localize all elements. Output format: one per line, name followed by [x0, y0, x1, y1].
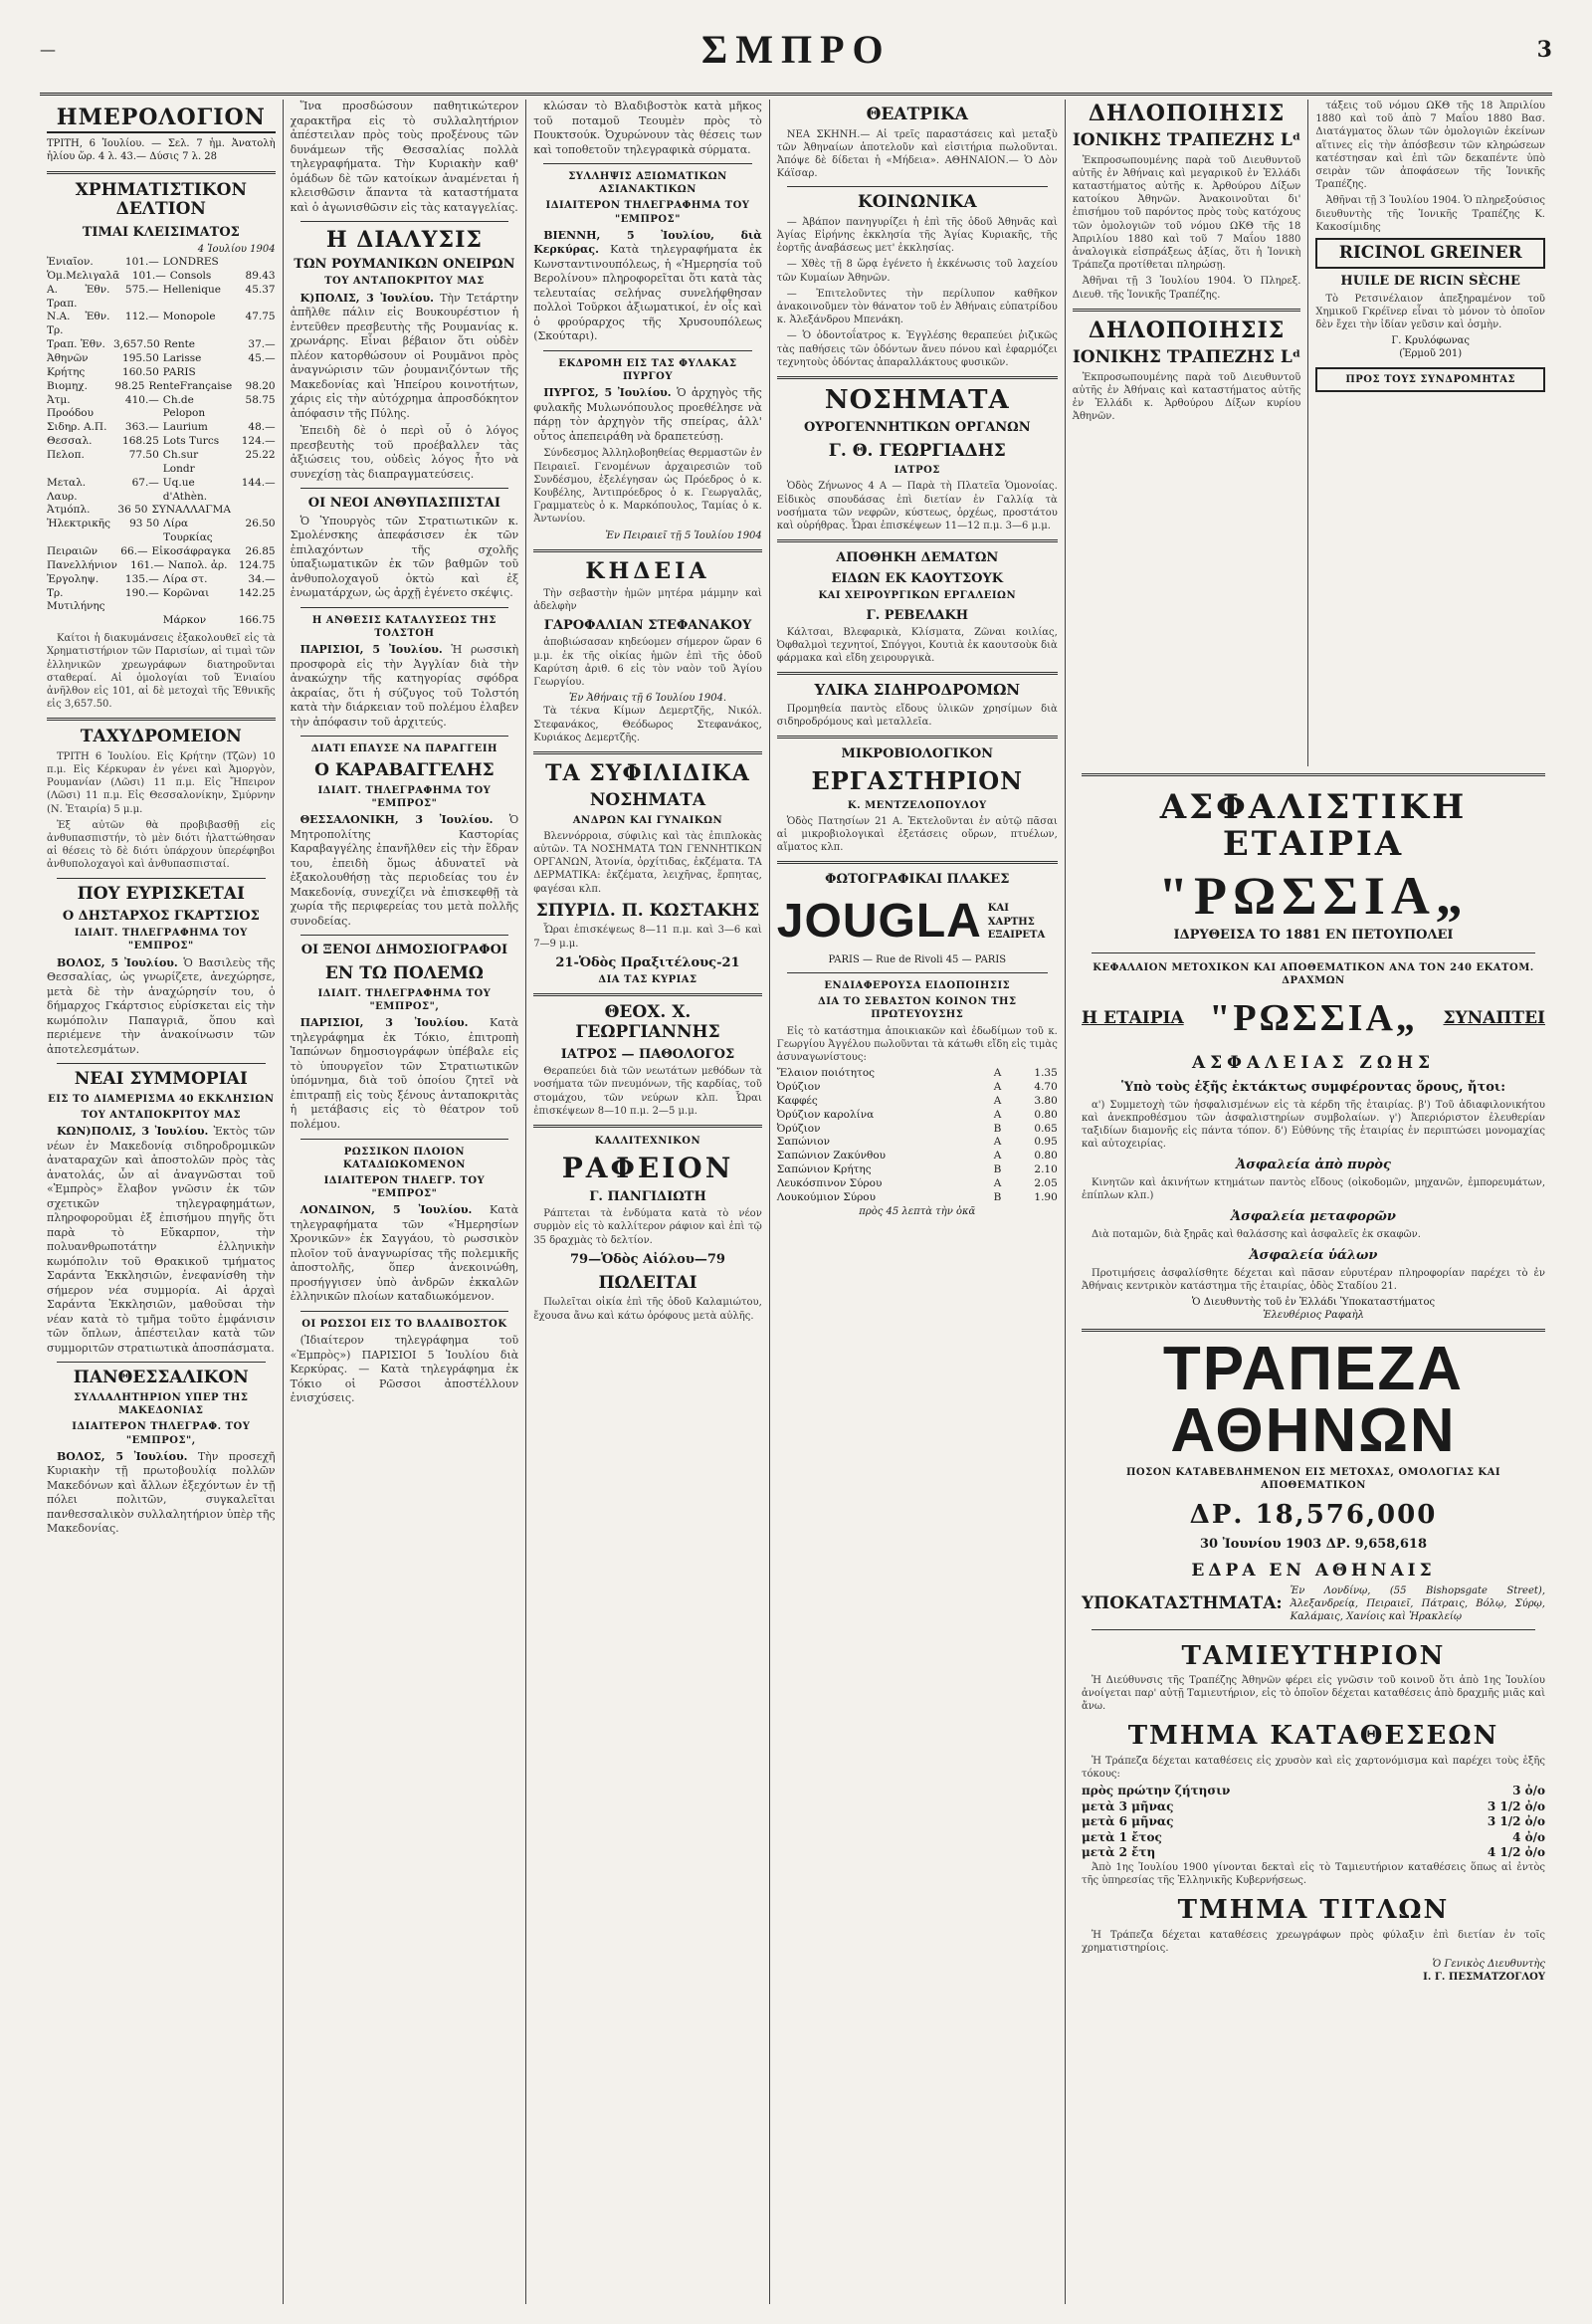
rate-cell: 4 1/2 ὀ/ο: [1487, 1845, 1545, 1860]
xenoi-tag: ΙΔΙΑΙΤ. ΤΗΛΕΓΡΑΦΗΜΑ ΤΟΥ "ΕΜΠΡΟΣ",: [317, 988, 492, 1013]
price-cell: 45.37: [245, 283, 276, 296]
price-cell: Κρήτης: [47, 365, 86, 378]
pricelist-cell: Σαπώνιον Κρήτης: [776, 1163, 872, 1176]
rossia-brand-2: "ΡΩΣΣΙΑ„: [1209, 997, 1418, 1040]
uro-title: ΝΟΣΗΜΑΤΑ: [824, 384, 1010, 415]
pricelist-cell: 1.90: [1034, 1190, 1058, 1203]
kall-title: ΚΑΛΛΙΤΕΧΝΙΚΟΝ: [594, 1136, 701, 1148]
price-cell: 77.50: [128, 449, 159, 462]
price-cell: Laurium: [162, 421, 208, 434]
shoe-name: Γ. ΡΕΒΕΛΑΚΗ: [866, 607, 969, 623]
pricelist-row: [777, 1150, 1058, 1163]
ann2-sign: Γ. Κρυλόφωνας: [1391, 335, 1471, 347]
syph-title: ΤΑ ΣΥΦΙΛΙΔΙΚΑ: [545, 759, 750, 786]
karav-subtitle: Ο ΚΑΡΑΒΑΓΓΕΛΗΣ: [314, 760, 495, 781]
jougla-side: ΚΑΙ ΧΑΡΤΗΣ ΕΞΑΙΡΕΤΑ: [987, 903, 1046, 941]
price-cell: Πανελλήνιον: [47, 558, 117, 571]
price-cell: [47, 614, 109, 628]
price-cell: Τραπ. Ἐθν.: [47, 338, 105, 351]
ann2-subtitle: ΙΟΝΙΚΗΣ ΤΡΑΠΕΖΗΣ Lᵈ: [1072, 346, 1301, 367]
anthesis-place: ΠΑΡΙΣΙΟΙ, 5 Ἰουλίου.: [299, 642, 443, 656]
price-row: [47, 284, 276, 312]
kall-big: ΡΑΦΕΙΟΝ: [561, 1152, 734, 1185]
financial-title: ΧΡΗΜΑΤΙΣΤΙΚΟΝ ΔΕΛΤΙΟΝ: [75, 179, 247, 220]
price-cell: 36 50: [117, 504, 148, 517]
column-5: ΔΗΛΟΠΟΙΗΣΙΣ ΙΟΝΙΚΗΣ ΤΡΑΠΕΖΗΣ Lᵈ Ἐκπροσωπουμένης παρὰ τοῦ Διευθυντοῦ αὐτῆς ἐν Ἀθήναις καὶ μεγαρικοῦ ἐν Ἑλλάδι καταστήματος αὐτῆς κ. Ἀρθούρου Δίξων κατοίκου Ἀθηνῶν. Ἀνακοινοῦται δι' ἐπισήμου τοῦ παρόντος πρὸς τοὺς κατόχους τῶν ὁμολογιῶν τοῦ νόμου ΩΚΘ τῆς 18 Ἀπριλίου 1880 καὶ τοῦ 7 Μαΐου 1880 ἀναλογικὰ εἰσπράξεως ἀξίας, ὅτι ἡ Ἰονικὴ Τράπεζα προτίθεται πληρώσῃ. Ἀθῆναι τῇ 3 Ἰουλίου 1904. Ὁ Πληρεξ. Διευθ. τῆς Ἰονικῆς Τραπέζης. ΔΗΛΟΠΟΙΗΣΙΣ ΙΟΝΙΚΗΣ ΤΡΑΠΕΖΗΣ Lᵈ Ἐκπροσωπουμένης παρὰ τοῦ Διευθυντοῦ αὐτῆς ἐν Ἀθήναις καὶ καταστήματος αὐτῆς ἐν Ἑλλάδι κ. Ἀρθούρου Δίξων κυρίου Ἀθηνῶν.: [1066, 100, 1309, 2304]
pricelist-cell: 1.35: [1034, 1067, 1058, 1080]
price-cell: 48.—: [248, 421, 276, 434]
pricelist-cell: Ὀρύζιον: [776, 1122, 821, 1135]
pricelist-row: [777, 1081, 1058, 1095]
price-cell: Βιομηχ.: [47, 379, 88, 392]
price-row: [47, 270, 276, 284]
shoe-title: ΑΠΟΘΗΚΗ ΔΕΜΑΤΩΝ: [836, 550, 999, 566]
price-cell: 124.75: [238, 558, 276, 571]
terms-line: Ὑπὸ τοὺς ἑξῆς ἐκτάκτως συμφέροντας ὅρους, ἤτοι:: [1120, 1080, 1506, 1096]
xenoi-title: ΟΙ ΞΕΝΟΙ ΔΗΜΟΣΙΟΓΡΑΦΟΙ: [300, 943, 508, 958]
pricelist-row: [777, 1095, 1058, 1109]
price-row: [47, 421, 276, 435]
pricelist-row: [777, 1123, 1058, 1137]
rate-cell: μετὰ 1 ἔτος: [1082, 1829, 1162, 1844]
price-row: [47, 504, 276, 518]
price-cell: Ναπολ. ἀρ.: [168, 558, 228, 571]
georg-title: ΘΕΟΧ. Χ. ΓΕΩΡΓΙΑΝΝΗΣ: [575, 1002, 720, 1042]
titlon-title: ΤΜΗΜΑ ΤΙΤΛΩΝ: [1177, 1895, 1450, 1926]
prices-title: ΤΙΜΑΙ ΚΛΕΙΣΙΜΑΤΟΣ: [82, 224, 240, 240]
lost-title: ΠΟΥ ΕΥΡΙΣΚΕΤΑΙ: [77, 883, 245, 904]
rate-cell: 4 ὀ/ο: [1512, 1829, 1545, 1844]
price-row: [47, 338, 276, 352]
dial-tag: ΤΟΥ ΑΝΤΑΠΟΚΡΙΤΟΥ ΜΑΣ: [324, 276, 485, 288]
pricelist-row: [777, 1177, 1058, 1191]
nos-subtitle: ΑΝΔΡΩΝ ΚΑΙ ΓΥΝΑΙΚΩΝ: [572, 814, 723, 826]
pricelist-cell: 2.10: [1034, 1163, 1058, 1176]
endiaf-title: ΕΝΔΙΑΦΕΡΟΥΣΑ ΕΙΔΟΠΟΙΗΣΙΣ: [824, 979, 1011, 991]
price-cell: Lots Turcs: [162, 435, 220, 448]
price-cell: 142.25: [238, 586, 276, 599]
rossia-brand: "ΡΩΣΣΙΑ„: [1158, 865, 1469, 926]
pan-subtitle: ΣΥΛΛΑΛΗΤΗΡΙΟΝ ΥΠΕΡ ΤΗΣ ΜΑΚΕΔΟΝΙΑΣ: [74, 1391, 249, 1417]
rate-cell: 3 ὀ/ο: [1512, 1784, 1545, 1798]
price-cell: 363.—: [124, 421, 159, 434]
ricin-subtitle: HUILE DE RICIN SÈCHE: [1340, 274, 1520, 290]
column-6: τάξεις τοῦ νόμου ΩΚΘ τῆς 18 Ἀπριλίου 1880 καὶ τοῦ ἀπὸ 7 Μαΐου 1880 Βασ. Διατάγματος ὅλων τῶν ὁμολογιῶν ἐκείνων αἵτινες εἰς τὴν ἀπόσβεσιν τῶν κληρώσεων κατέστησαν καὶ ἐπὶ τῶν δεκαπέντε ὑπὸ σειρὰν τῶν ἀποφάσεων τῆς Ἰονικῆς Τραπέζης. Ἀθῆναι τῇ 3 Ἰουλίου 1904. Ὁ πληρεξούσιος διευθυντὴς τῆς Ἰονικῆς Τραπέζης Κ. Κακοσίμιδης RICINOL GREINER HUILE DE RICIN SÈCHE Τὸ Ρετσινέλαιον ἀπεξηραμένον τοῦ Χημικοῦ Γκρέϊνερ εἶναι τὸ μόνον τὸ ὁποῖον δὲν ἔχει τὴν ἰδίαν γεῦσιν καὶ ὀσμὴν. Γ. Κρυλόφωνας (Ἑρμοῦ 201) ΠΡΟΣ ΤΟΥΣ ΣΥΝΔΡΟΜΗΤΑΣ: [1308, 100, 1552, 2304]
price-cell: Πειραιῶν: [47, 545, 99, 558]
bank-title: ΤΡΑΠΕΖΑ ΑΘΗΝΩΝ: [1162, 1334, 1465, 1465]
syms-tag: ΤΟΥ ΑΝΤΑΠΟΚΡΙΤΟΥ ΜΑΣ: [81, 1109, 242, 1121]
price-cell: Monopole: [162, 311, 216, 323]
price-row: [47, 449, 276, 477]
pricelist-cell: Α: [993, 1067, 1002, 1080]
lost-subtitle: Ο ΔΗΣΤΑΡΧΟΣ ΓΚΑΡΤΣΙΟΣ: [62, 909, 260, 925]
price-cell: Ἐνιαῖον.: [47, 256, 94, 268]
branches-label: ΥΠΟΚΑΤΑΣΤΗΜΑΤΑ:: [1082, 1592, 1283, 1613]
rate-cell: 3 1/2 ὀ/ο: [1487, 1814, 1545, 1829]
pricelist-cell: Α: [993, 1108, 1002, 1121]
price-cell: Ch.de Pelopon: [162, 393, 206, 420]
director-label: Ὁ Γενικὸς Διευθυντὴς: [1432, 1958, 1545, 1970]
column-2: Ἵνα προσδώσουν παθητικώτερον χαρακτῆρα εἰς τὸ συλλαλητήριον ἀπέστειλαν πρὸς τοὺς προξένους τῶν δυνάμεων τῆς Θεσσαλίας πολλὰ τηλεγραφήματα. Τὴν Κυριακὴν καθ' ὁμάδων δὲ τῶν κατοίκων ἀναμένεται ἡ κλεισθῶσιν ἅπαντα τὰ καταστήματα καὶ ὁ ἀγωνισθῶσιν εἰς τὰς καταγγελίας. Η ΔΙΑΛΥΣΙΣ ΤΩΝ ΡΟΥΜΑΝΙΚΩΝ ΟΝΕΙΡΩΝ ΤΟΥ ΑΝΤΑΠΟΚΡΙΤΟΥ ΜΑΣ Κ)ΠΟΛΙΣ, 3 Ἰουλίου. Τὴν Τετάρτην ἀπῆλθε πάλιν εἰς Βουκουρέστιον ἡ ἐντεῦθεν πρεσβευτὴς τῆς Ρουμανίας κ. χρωνάρης. Εἶναι βέβαιον ὅτι οὐδὲν πλέον κατορθώσουν οἱ Ρουμᾶνοι πρὸς ἀναγνώρισιν τῶν ῥουμανιζόντων τῆς Μακεδονίας καὶ Ἠπείρου κοινοτήτων, χάρις εἰς τὴν αὐτόχρημα ἀπροσδόκητον ἀπόφασιν τῆς Πύλης. Ἐπειδὴ δὲ ὁ περὶ οὗ ὁ λόγος πρεσβευτὴς τοῦ προέβαλλεν τὰς ἀξιώσεις του, οὐδεὶς λόγος ἦτο νὰ συνεχίσῃ τὰς διαπραγματεύσεις. ΟΙ ΝΕΟΙ ΑΝΘΥΠΑΣΠΙΣΤΑΙ Ὁ Ὑπουργὸς τῶν Στρατιωτικῶν κ. Σμολένσκης ἀπεφάσισεν ἐκ τῶν ἐπιλαχόντων τῆς σχολῆς ὑπαξιωματικῶν ἐκ τῶν βαθμῶν τοῦ ἀνθυπολοχαγοῦ ὀκτὼ καὶ ἐξ ἐνωματάρχων, ὡς ἀρχῇ ἐγένετο σκέψις. Η ΑΝΘΕΣΙΣ ΚΑΤΑΛΥΣΕΩΣ ΤΗΣ ΤΟΛΣΤΟΗ ΠΑΡΙΣΙΟΙ, 5 Ἰουλίου. Ἡ ρωσσικὴ προσφορὰ εἰς τὴν Ἀγγλίαν διὰ τὴν ἀνακώχην τῆς κατηγορίας σφόδρα ἀκραίας, ὅτι ἡ σύζυγος τοῦ Τολστόη κατὰ τὴν διάρκειαν τοῦ πολέμου ἐλαβεν τὴν ἀπόφασιν τοῦ ἀρχιτεύς. ΔΙΑΤΙ ΕΠΑΥΣΕ ΝΑ ΠΑΡΑΓΓΕΙΗ Ο ΚΑΡΑΒΑΓΓΕΛΗΣ ΙΔΙΑΙΤ. ΤΗΛΕΓΡΑΦΗΜΑ ΤΟΥ "ΕΜΠΡΟΣ" ΘΕΣΣΑΛΟΝΙΚΗ, 3 Ἰουλίου. Ὁ Μητροπολίτης Καστορίας Καραβαγγέλης ἐπανῆλθεν εἰς τὴν ἕδραν του, ἐπειδὴ ὅμως ἀδυνατεῖ νὰ ἐξακολουθήσῃ τὰς περιοδείας του ἐν Μακεδονίᾳ, συνεχίζει νὰ ἐπισκεφθῇ τὰ χωρία τῆς περιφερείας του μετὰ πολλῆς συνοδείας. ΟΙ ΞΕΝΟΙ ΔΗΜΟΣΙΟΓΡΑΦΟΙ ΕΝ ΤΩ ΠΟΛΕΜΩ ΙΔΙΑΙΤ. ΤΗΛΕΓΡΑΦΗΜΑ ΤΟΥ "ΕΜΠΡΟΣ", ΠΑΡΙΣΙΟΙ, 3 Ἰουλίου. Κατὰ τηλεγράφημα ἐκ Τόκιο, ἐπιτροπὴ Ἰαπώνων δημοσιογράφων ὑπέβαλε εἰς τὸ ὑπουργεῖον τῶν Στρατιωτικῶν ὑπόμνημα, διὰ τοῦ ὁποίου ζητεῖ νὰ ἐπιτραπῇ εἰς τοὺς ξένους ἀνταποκριτὰς ἡ μετάβασις εἰς τὸ θέατρον τοῦ πολέμου. ΡΩΣΣΙΚΟΝ ΠΛΟΙΟΝ ΚΑΤΑΔΙΩΚΟΜΕΝΟΝ ΙΔΙΑΙΤΕΡΟΝ ΤΗΛΕΓΡ. ΤΟΥ "ΕΜΠΡΟΣ" ΛΟΝΔΙΝΟΝ, 5 Ἰουλίου. Κατὰ τηλεγραφήματα τῶν «Ἡμερησίων Χρονικῶν» ἐκ Σαγγάου, τὸ ρωσσικὸν πλοῖον τοῦ ἀναγνωρίσας τῆς πολεμικῆς ἀποστολῆς, ὅπερ ἀνεκοινώθη, προσήγγισεν ὑπὸ ἀνδρῶν ἐκκαλῶν ἐλληνικῶν πλοίων καταδιωκόμενον. ΟΙ ΡΩΣΣΟΙ ΕΙΣ ΤΟ ΒΛΑΔΙΒΟΣΤΟΚ (Ἰδιαίτερον τηλεγράφημα τοῦ «Ἐμπρὸς») ΠΑΡΙΣΙΟΙ 5 Ἰουλίου διὰ Κερκύρας. — Κατὰ τηλεγράφημα ἐκ Τόκιο οἱ Ρῶσσοι ἀποστέλλουν ἐνισχύσεις.: [284, 100, 527, 2304]
price-cell: Ἠλεκτρικῆς: [47, 518, 110, 530]
price-cell: 190.—: [124, 586, 159, 599]
right-block: ΑΣΦΑΛΙΣΤΙΚΗ ΕΤΑΙΡΙΑ "ΡΩΣΣΙΑ„ ΙΔΡΥΘΕΙΣΑ ΤΟ 1881 ΕΝ ΠΕΤΟΥΠΟΛΕΙ ΚΕΦΑΛΑΙΟΝ ΜΕΤΟΧΙΚΟΝ ΚΑΙ ΑΠΟΘΕΜΑΤΙΚΟΝ ΑΝΑ ΤΟΝ 240 ΕΚΑΤΟΜ. ΔΡΑΧΜΩΝ Η ΕΤΑΙΡΙΑ "ΡΩΣΣΙΑ„ ΣΥΝΑΠΤΕΙ ΑΣΦΑΛΕΙΑΣ ΖΩΗΣ Ὑπὸ τοὺς ἑξῆς ἐκτάκτως συμφέροντας ὅρους, ἤτοι: α') Συμμετοχὴ τῶν ἠσφαλισμένων εἰς τὰ κέρδη τῆς ἑταιρίας. β') Τοῦ ἀδιαφιλονικήτου καὶ ἀνεκπροθέσμου τῶν ἀσφαλιστηρίων συμβολαίων. γ') Ἀπεριόριστον ἐλευθερίαν ταξιδίων διαμονῆς εἰς πάντα τόπον. δ') Εὐθύνης τῆς ἑταιρίας ἐν περιπτώσει μονομαχίας καὶ αὐτοχειρίας. Ἀσφαλεία ἀπὸ πυρὸς Κινητῶν καὶ ἀκινήτων κτημάτων παντὸς εἴδους (οἰκοδομῶν, μηχανῶν, ἐμπορευμάτων, ἐπίπλων κλπ.) Ἀσφαλεία μεταφορῶν Διὰ ποταμῶν, διὰ ξηρᾶς καὶ θαλάσσης καὶ ἀσφαλεῖς ἐκ σκαφῶν. Ἀσφαλεία ὑάλων Προτιμήσεις ἀσφαλίσθητε δέχεται καὶ πᾶσαν εὐρυτέραν πληροφορίαν παρέχει τὸ ἐν Ἀθήναις κεντρικὸν κατάστημα τῆς ἑταιρίας, ὁδὸς Σταδίου 21. Ὁ Διευθυντὴς τοῦ ἐν Ἑλλάδι Ὑποκαταστήματος Ἐλευθέριος Ραφαὴλ ΤΡΑΠΕΖΑ ΑΘΗΝΩΝ ΠΟΣΟΝ ΚΑΤΑΒΕΒΛΗΜΕΝΟΝ ΕΙΣ ΜΕΤΟΧΑΣ, ΟΜΟΛΟΓΙΑΣ ΚΑΙ ΑΠΟΘΕΜΑΤΙΚΟΝ ΔΡ. 18,576,000 30 Ἰουνίου 1903 ΔΡ. 9,658,618 ΕΔΡΑ ΕΝ ΑΘΗΝΑΙΣ ΥΠΟΚΑΤΑΣΤΗΜΑΤΑ: Ἐν Λονδίνῳ, (55 Bishopsgate Street), Ἀλεξανδρείᾳ, Πειραιεῖ, Πάτραις, Βόλῳ, Σύρῳ, Καλάμαις, Χανίοις καὶ Ἡρακλείῳ ΤΑΜΙΕΥΤΗΡΙΟΝ Ἡ Διεύθυνσις τῆς Τραπέζης Ἀθηνῶν φέρει εἰς γνῶσιν τοῦ κοινοῦ ὅτι ἀπὸ 1ης Ἰουλίου ἀνοίγεται παρ' αὐτῇ Ταμιευτήριον, εἰς τὸ ὁποῖον δέχεται καταθέσεις ἀπὸ δραχμῆς μιᾶς καὶ ἄνω. ΤΜΗΜΑ ΚΑΤΑΘΕΣΕΩΝ Ἡ Τράπεζα δέχεται καταθέσεις εἰς χρυσὸν καὶ εἰς χαρτονόμισμα καὶ παρέχει τοὺς ἑξῆς τόκους: πρὸς πρώτην ζήτησιν 3 ὀ/ο μετὰ 3 μῆνας 3 1/2 ὀ/ο μετὰ 6 μῆνας 3 1/2 ὀ/ο μετὰ 1 ἔτος 4 ὀ/ο μετὰ 2 ἔτη 4 1/2 ὀ/ο Ἀπὸ 1ης Ἰουλίου 1900 γίνονται δεκταὶ εἰς τὸ Ταμιευτήριον καταθέσεις ὅπως αἱ ἐντὸς τῆς ὑπηρεσίας τῆς Ἑλληνικῆς Κυβερνήσεως. ΤΜΗΜΑ ΤΙΤΛΩΝ Ἡ Τράπεζα δέχεται καταθέσεις χρεωγράφων πρὸς φύλαξιν ἐπὶ διετίαν ἐν τοῖς χρηματιστηρίοις. Ὁ Γενικὸς Διευθυντὴς Ι. Γ. ΠΕΣΜΑΤΖΟΓΛΟΥ: [1075, 766, 1552, 2304]
lost-tag: ΙΔΙΑΙΤ. ΤΗΛΕΓΡΑΦΗΜΑ ΤΟΥ "ΕΜΠΡΟΣ": [74, 928, 248, 952]
agent-name: Ἐλευθέριος Ραφαὴλ: [1263, 1309, 1364, 1321]
price-cell: [113, 614, 158, 628]
price-cell: [230, 366, 275, 380]
kideia-name: ΓΑΡΟΦΑΛΙΑΝ ΣΤΕΦΑΝΑΚΟΥ: [543, 618, 752, 634]
pricelist-cell: Α: [993, 1094, 1002, 1107]
page-number: 3: [1536, 36, 1552, 63]
price-row: [47, 435, 276, 449]
company-label: Η ΕΤΑΙΡΙΑ: [1082, 1008, 1184, 1029]
price-cell: [230, 256, 275, 270]
price-cell: Ὁμ.Μελιγαλᾶ: [47, 269, 120, 282]
pricelist-cell: 0.80: [1034, 1150, 1058, 1162]
price-cell: 124.—: [241, 435, 276, 448]
ann1-title: ΔΗΛΟΠΟΙΗΣΙΣ: [1088, 101, 1286, 126]
rates-table: [1082, 1784, 1545, 1861]
rate-row: [1082, 1814, 1545, 1830]
price-cell: Μεταλ. Λαυρ.: [47, 476, 87, 503]
price-cell: Σιδηρ. Α.Π.: [47, 421, 107, 434]
price-cell: 410.—: [124, 393, 159, 406]
price-cell: PARIS: [162, 365, 196, 378]
price-cell: 26.50: [245, 518, 276, 530]
price-cell: 195.50: [122, 352, 159, 365]
masthead: [40, 6, 1552, 96]
pricelist-cell: Β: [993, 1122, 1002, 1135]
pan-tag: ΙΔΙΑΙΤΕΡΟΝ ΤΗΛΕΓΡΑΦ. ΤΟΥ "ΕΜΠΡΟΣ",: [72, 1421, 251, 1446]
price-row: [47, 380, 276, 394]
price-cell: Κορῶναι: [162, 586, 210, 599]
ann2-title: ΔΗΛΟΠΟΙΗΣΙΣ: [1088, 317, 1286, 343]
shoe-subtitle-2: ΚΑΙ ΧΕΙΡΟΥΡΓΙΚΩΝ ΕΡΓΑΛΕΙΩΝ: [818, 590, 1017, 602]
column-4: ΘΕΑΤΡΙΚΑ ΝΕΑ ΣΚΗΝΗ.— Αἱ τρεῖς παραστάσεις καὶ μεταξὺ τῶν Ἀθηναίων ἀποτελοῦν καὶ εἰσιτήρια πωλοῦνται. Ἀπόψε δὲ δίδεται ἡ «Μήδεια». ΑΘΗΝΑΙΟΝ.— Ὁ Δὸν Κάϊσαρ. ΚΟΙΝΩΝΙΚΑ — Ἀβάπον πανηγυρίζει ἡ ἐπὶ τῆς ὁδοῦ Ἀθηνᾶς καὶ Ἁγίας Εἰρήνης ἐκκλησία τῆς Ἁγίας Κυριακῆς, τῆς ἐορτῆς ἀναβάσεως μετ' ἐκκλησίας. — Χθὲς τῇ 8 ὥρᾳ ἐγένετο ἡ ἐκκένωσις τοῦ λαχείου τῶν Κυμαίων Ἀθηνῶν. — Ἐπιτελοῦντες τὴν περίλυπον καθῆκον ἀνακοινοῦμεν τὸν θάνατον τοῦ ἐν Ἀθήναις εὐπατρίδου κ. Ἀλεξάνδρου Μπενάκη. — Ὁ ὀδοντοΐατρος κ. Ἐγγλέσης θεραπεύει ῥιζικῶς τὰς παθήσεις τῶν ὀδόντων ἄνευ πόνου καὶ ἐφαρμόζει τεχνητοὺς ὀδόντας ἀπαραλλάκτους φυσικῶν. ΝΟΣΗΜΑΤΑ ΟΥΡΟΓΕΝΝΗΤΙΚΩΝ ΟΡΓΑΝΩΝ Γ. Θ. ΓΕΩΡΓΙΑΔΗΣ ΙΑΤΡΟΣ Ὁδὸς Ζήνωνος 4 Α — Παρὰ τὴ Πλατεῖα Ὁμονοίας. Εἰδικὸς σπουδάσας ἐπὶ διετίαν ἐν Γαλλίᾳ τὰ νοσήματα τῶν νεφρῶν, κύστεως, ὀρχέως, προστάτου καὶ οὐρήθρας. Ὧραι ἐπισκέψεων 11—12 π.μ. 3—6 μ.μ. ΑΠΟΘΗΚΗ ΔΕΜΑΤΩΝ ΕΙΔΩΝ ΕΚ ΚΑΟΥΤΣΟΥΚ ΚΑΙ ΧΕΙΡΟΥΡΓΙΚΩΝ ΕΡΓΑΛΕΙΩΝ Γ. ΡΕΒΕΛΑΚΗ Κάλτσαι, Βλεφαρικὰ, Κλίσματα, Ζῶναι κοιλίας, Ὀφθαλμοὶ τεχνητοί, Σπόγγοι, Κουτιὰ ἐκ καουτσοὺκ διὰ φάρμακα καὶ εἴδη χειρουργικὰ. ΥΛΙΚΑ ΣΙΔΗΡΟΔΡΟΜΩΝ Προμηθεία παντὸς εἴδους ὑλικῶν χρησίμων διὰ σιδηροδρόμους καὶ μεταλλεῖα. ΜΙΚΡΟΒΙΟΛΟΓΙΚΟΝ ΕΡΓΑΣΤΗΡΙΟΝ Κ. ΜΕΝΤΖΕΛΟΠΟΥΛΟΥ Ὁδὸς Πατησίων 21 Α. Ἐκτελοῦνται ἐν αὐτῷ πᾶσαι αἱ μικροβιολογικαὶ ἐξετάσεις οὔρων, πτυέλων, αἵματος κλπ. ΦΩΤΟΓΡΑΦΙΚΑΙ ΠΛΑΚΕΣ JOUGLA ΚΑΙ ΧΑΡΤΗΣ ΕΞΑΙΡΕΤΑ PARIS — Rue de Rivoli 45 — PARIS ΕΝΔΙΑΦΕΡΟΥΣΑ ΕΙΔΟΠΟΙΗΣΙΣ ΔΙΑ ΤΟ ΣΕΒΑΣΤΟΝ ΚΟΙΝΟΝ ΤΗΣ ΠΡΩΤΕΥΟΥΣΗΣ Εἰς τὸ κατάστημα ἀποικιακῶν καὶ ἐδωδίμων τοῦ κ. Γεωργίου Ἀγγέλου πωλοῦνται τὰ κάτωθι εἴδη εἰς τιμὰς ἀσυναγωνίστους: Ἔλαιον ποιότητος Α 1.35 Ὀρύζιον Α 4.70 Καφφές Α 3.80 Ὀρύζιον καρολίνα Α 0.80 Ὀρύζιον Β 0.65 Σαπώνιον Α 0.95 Σαπώνιον Ζακύνθου Α 0.80 Σαπώνιον Κρήτης Β 2.10 Λευκόσπινον Σύρου Α 2.05 Λουκούμιον Σύρου Β 1.90 πρὸς 45 λεπτὰ τὴν ὀκᾶ: [770, 100, 1066, 2304]
pricelist-cell: Α: [993, 1176, 1002, 1189]
syms-subtitle: ΕΙΣ ΤΟ ΔΙΑΜΕΡΙΣΜΑ 40 ΕΚΚΛΗΣΙΩΝ: [48, 1093, 275, 1105]
pricelist-cell: 0.80: [1034, 1108, 1058, 1121]
price-cell: Ἀτμόπλ.: [47, 504, 91, 517]
price-cell: 67.—: [131, 476, 159, 489]
price-row: [47, 559, 276, 573]
price-row: [47, 477, 276, 505]
rate-cell: 3 1/2 ὀ/ο: [1487, 1798, 1545, 1813]
pricelist-cell: Α: [993, 1150, 1002, 1162]
pyrgos-place: ΠΥΡΓΟΣ, 5 Ἰουλίου.: [543, 386, 672, 400]
price-cell: 160.50: [122, 365, 159, 378]
capital-line: ΚΕΦΑΛΑΙΟΝ ΜΕΤΟΧΙΚΟΝ ΚΑΙ ΑΠΟΘΕΜΑΤΙΚΟΝ ΑΝΑ ΤΟΝ 240 ΕΚΑΤΟΜ. ΔΡΑΧΜΩΝ: [1093, 962, 1534, 987]
price-cell: 89.43: [245, 269, 276, 282]
shoe-subtitle: ΕΙΔΩΝ ΕΚ ΚΑΟΥΤΣΟΥΚ: [831, 571, 1004, 587]
price-cell: Ἀτμ. Προόδου: [47, 393, 94, 420]
price-cell: 112.—: [124, 311, 159, 323]
rail-title: ΥΛΙΚΑ ΣΙΔΗΡΟΔΡΟΜΩΝ: [814, 681, 1021, 700]
price-table: [47, 256, 276, 628]
price-cell: 93 50: [129, 518, 160, 530]
vlad-title: ΟΙ ΡΩΣΣΟΙ ΕΙΣ ΤΟ ΒΛΑΔΙΒΟΣΤΟΚ: [301, 1318, 507, 1330]
subs-title: ΠΡΟΣ ΤΟΥΣ ΣΥΝΔΡΟΜΗΤΑΣ: [1345, 373, 1516, 385]
price-cell: 161.—: [130, 558, 165, 571]
pyrgos-title: ΕΚΔΡΟΜΗ ΕΙΣ ΤΑΣ ΦΥΛΑΚΑΣ ΠΥΡΓΟΥ: [558, 357, 737, 383]
tamieuterion-title: ΤΑΜΙΕΥΤΗΡΙΟΝ: [1181, 1640, 1446, 1671]
price-cell: 26.85: [245, 545, 276, 558]
price-cell: Larisse: [162, 352, 202, 365]
pricelist-cell: Β: [993, 1190, 1002, 1203]
price-row: [47, 573, 276, 587]
price-cell: 47.75: [245, 311, 276, 323]
rate-row: [1082, 1830, 1545, 1846]
pricelist-row: [777, 1136, 1058, 1150]
theatre-title: ΘΕΑΤΡΙΚΑ: [866, 105, 968, 124]
price-cell: 34.—: [248, 572, 276, 585]
director-name: Ι. Γ. ΠΕΣΜΑΤΖΟΓΛΟΥ: [1423, 1971, 1545, 1983]
price-cell: Hellenique: [162, 283, 221, 296]
calendar-line: ΤΡΙΤΗ, 6 Ἰουλίου. — Σελ. 7 ἡμ. Ἀνατολὴ ἡλίου ὥρ. 4 λ. 43.— Δύσις 7 λ. 28: [47, 138, 276, 163]
price-cell: Uq.ue d'Athèn.: [162, 476, 208, 503]
price-cell: 66.—: [120, 545, 148, 558]
rosiko-place: ΛΟΝΔΙΝΟΝ, 5 Ἰουλίου.: [299, 1203, 473, 1217]
uro-subtitle: ΟΥΡΟΓΕΝΝΗΤΙΚΩΝ ΟΡΓΑΝΩΝ: [803, 419, 1031, 435]
bank-date: 30 Ἰουνίου 1903 ΔΡ. 9,658,618: [1199, 1537, 1427, 1553]
price-cell: Ν.Α. Ἐθν. Τρ.: [47, 311, 110, 337]
pricelist-cell: 2.05: [1034, 1176, 1058, 1189]
pricelist-cell: 0.65: [1034, 1122, 1058, 1135]
price-cell: RenteFrançaise: [148, 379, 233, 392]
syl-place: ΒΙΕΝΝΗ, 5 Ἰουλίου, διὰ Κερκύρας.: [533, 228, 762, 257]
rate-cell: πρὸς πρώτην ζήτησιν: [1082, 1784, 1231, 1798]
column-3: κλώσαν τὸ Βλαδιβοστὸκ κατὰ μῆκος τοῦ ποταμοῦ Τεουμὲν πρὸς τὸ Πουκτσούκ. Ὀχυρώνουν τὰς θέσεις των καὶ τοποθετοῦν τηλεγραφικὰ σύρματα. ΣΥΛΛΗΨΙΣ ΑΞΙΩΜΑΤΙΚΩΝ ΑΣΙΑΝΑΚΤΙΚΩΝ ΙΔΙΑΙΤΕΡΟΝ ΤΗΛΕΓΡΑΦΗΜΑ ΤΟΥ "ΕΜΠΡΟΣ" ΒΙΕΝΝΗ, 5 Ἰουλίου, διὰ Κερκύρας. Κατὰ τηλεγραφήματα ἐκ Κωνσταντινουπόλεως, ἡ «Ἡμερησία τοῦ Βερολίνου» πληροφορεῖται ὅτι κατὰ τὰς τελευταίας σελήνας συνελήφθησαν πολλοὶ Τοῦρκοι ἀξιωματικοί, ἐν οἷς καὶ ὁ φρούραρχος τῆς Χρυσουπόλεως (Σκούταρι). ΕΚΔΡΟΜΗ ΕΙΣ ΤΑΣ ΦΥΛΑΚΑΣ ΠΥΡΓΟΥ ΠΥΡΓΟΣ, 5 Ἰουλίου. Ὁ ἀρχηγὸς τῆς φυλακῆς Μυλωνόπουλος προεθέλησε νὰ πάρῃ τὸν ἀρχηγὸν τῆς σπείρας, ἀλλ' οὗτος ἀπεπειράθη νὰ δραπετεύσῃ. Σύνδεσμος Ἀλληλοβοηθείας Θερμαστῶν ἐν Πειραιεῖ. Γενομένων ἀρχαιρεσιῶν τοῦ Συνδέσμου, ἐξελέγησαν ὡς Πρόεδρος ὁ κ. Κουβέλης, Ἀντιπρόεδρος ὁ κ. Γεωργαλᾶς, Γραμματεὺς ὁ κ. Μαρκόπουλος, Ταμίας ὁ κ. Ἀντωνίου. Ἐν Πειραιεῖ τῇ 5 Ἰουλίου 1904 ΚΗΔΕΙΑ Τὴν σεβαστὴν ἡμῶν μητέρα μάμμην καὶ ἀδελφὴν ΓΑΡΟΦΑΛΙΑΝ ΣΤΕΦΑΝΑΚΟΥ ἀποβιώσασαν κηδεύομεν σήμερον ὥραν 6 μ.μ. ἐκ τῆς οἰκίας ἡμῶν ἐπὶ τῆς ὁδοῦ Καρύτση ἀριθ. 6 εἰς τὸν ναὸν τοῦ Ἁγίου Γεωργίου. Ἐν Ἀθήναις τῇ 6 Ἰουλίου 1904. Τὰ τέκνα Κίμων Δεμερτζῆς, Νικόλ. Στεφανάκος, Θεόδωρος Στεφανάκος, Κυριάκος Δεμερτζῆς. ΤΑ ΣΥΦΙΛΙΔΙΚΑ ΝΟΣΗΜΑΤΑ ΑΝΔΡΩΝ ΚΑΙ ΓΥΝΑΙΚΩΝ Βλεννόρροια, σύφιλις καὶ τὰς ἐπιπλοκὰς αὐτῶν. ΤΑ ΝΟΣΗΜΑΤΑ ΤΩΝ ΓΕΝΝΗΤΙΚΩΝ ΟΡΓΑΝΩΝ, Ἀτονία, ὀρχίτιδας, ἐκζέματα. ΤΑ ΔΕΡΜΑΤΙΚΑ: ἐκζέματα, λειχῆνας, ἕρπητας, φαγέσαι κλπ. ΣΠΥΡΙΔ. Π. ΚΩΣΤΑΚΗΣ Ὧραι ἐπισκέψεως 8—11 π.μ. καὶ 3—6 καὶ 7—9 μ.μ. 21-Ὁδὸς Πραξιτέλους-21 ΔΙΑ ΤΑΣ ΚΥΡΙΑΣ ΘΕΟΧ. Χ. ΓΕΩΡΓΙΑΝΝΗΣ ΙΑΤΡΟΣ — ΠΑΘΟΛΟΓΟΣ Θεραπεύει διὰ τῶν νεωτάτων μεθόδων τὰ νοσήματα τῶν πνευμόνων, τῆς καρδίας, τοῦ στομάχου, τῶν νεύρων κλπ. Ὧραι ἐπισκέψεων 8—10 π.μ. 2—5 μ.μ. ΚΑΛΛΙΤΕΧΝΙΚΟΝ ΡΑΦΕΙΟΝ Γ. ΠΑΝΓΙΔΙΩΤΗ Ράπτεται τὰ ἐνδύματα κατὰ τὸ νέον συρμὸν εἰς τὸ καλλίτερον ράφιον καὶ ἐπὶ τῷ 35 δραχμὰς τὸ δελτίον. 79—Ὁδὸς Αἰόλου—79 ΠΩΛΕΙΤΑΙ Πωλεῖται οἰκία ἐπὶ τῆς ὁδοῦ Καλαμιώτου, ἔχουσα ἄνω καὶ κάτω ὀρόφους μετὰ αὐλῆς.: [526, 100, 770, 2304]
price-row: [47, 394, 276, 422]
price-cell: 135.—: [124, 572, 159, 585]
price-cell: 98.25: [114, 379, 145, 392]
prices-date: 4 Ἰουλίου 1904: [197, 243, 276, 255]
bank-amount: ΔΡ. 18,576,000: [1189, 1499, 1438, 1530]
pricelist-cell: Α: [993, 1080, 1002, 1093]
calendar-title: ΗΜΕΡΟΛΟΓΙΟΝ: [47, 106, 276, 133]
kall-note: ΠΩΛΕΙΤΑΙ: [598, 1272, 697, 1293]
price-cell: 37.—: [248, 338, 276, 351]
rosiko-tag: ΙΔΙΑΙΤΕΡΟΝ ΤΗΛΕΓΡ. ΤΟΥ "ΕΜΠΡΟΣ": [323, 1174, 486, 1200]
rate-row: [1082, 1784, 1545, 1799]
syms-place: ΚΩΝ)ΠΟΛΙΣ, 3 Ἰουλίου.: [57, 1125, 209, 1139]
price-cell: Θεσσαλ.: [47, 435, 93, 448]
social-title: ΚΟΙΝΩΝΙΚΑ: [857, 192, 977, 213]
price-cell: Ch.sur Londr: [162, 449, 199, 475]
price-cell: 101.—: [131, 269, 166, 282]
dial-place: Κ)ΠΟΛΙΣ, 3 Ἰουλίου.: [299, 291, 434, 305]
price-cell: 101.—: [124, 256, 159, 268]
karav-place: ΘΕΣΣΑΛΟΝΙΚΗ, 3 Ἰουλίου.: [299, 813, 494, 827]
lost-place: ΒΟΛΟΣ, 5 Ἰουλίου.: [57, 955, 178, 969]
price-row: [47, 587, 276, 615]
nos-title: ΝΟΣΗΜΑΤΑ: [589, 790, 706, 811]
price-row: [47, 352, 276, 366]
dash-mark: —: [40, 40, 56, 59]
price-cell: 575.—: [124, 283, 159, 296]
price-cell: Rente: [163, 338, 196, 351]
rate-cell: μετὰ 6 μῆνας: [1082, 1814, 1174, 1829]
kideia-title: ΚΗΔΕΙΑ: [585, 557, 710, 584]
georg-subtitle: ΙΑΤΡΟΣ — ΠΑΘΟΛΟΓΟΣ: [560, 1047, 735, 1063]
pricelist-cell: Ὀρύζιον καρολίνα: [776, 1108, 875, 1121]
pricelist-cell: Α: [993, 1136, 1002, 1149]
endiaf-subtitle: ΔΙΑ ΤΟ ΣΕΒΑΣΤΟΝ ΚΟΙΝΟΝ ΤΗΣ ΠΡΩΤΕΥΟΥΣΗΣ: [818, 996, 1017, 1021]
price-cell: Ἐργοληψ.: [47, 572, 100, 585]
edra-line: ΕΔΡΑ ΕΝ ΑΘΗΝΑΙΣ: [1191, 1561, 1436, 1582]
price-cell: 45.—: [248, 352, 276, 365]
price-cell: 168.25: [122, 435, 159, 448]
price-cell: LONDRES: [162, 256, 219, 268]
rate-row: [1082, 1799, 1545, 1815]
price-cell: [235, 504, 276, 518]
micro-big: ΕΡΓΑΣΤΗΡΙΟΝ: [811, 766, 1024, 796]
syl-title: ΣΥΛΛΗΨΙΣ ΑΞΙΩΜΑΤΙΚΩΝ ΑΣΙΑΝΑΚΤΙΚΩΝ: [568, 171, 727, 196]
deposits-title: ΤΜΗΜΑ ΚΑΤΑΘΕΣΕΩΝ: [1127, 1721, 1499, 1752]
pricelist-cell: Λουκούμιον Σύρου: [776, 1190, 877, 1203]
uro-iatros: ΙΑΤΡΟΣ: [894, 465, 940, 477]
price-row: [47, 518, 276, 545]
karav-title: ΔΙΑΤΙ ΕΠΑΥΣΕ ΝΑ ΠΑΡΑΓΓΕΙΗ: [310, 743, 498, 755]
price-cell: ΣΥΝΑΛΛΑΓΜΑ: [151, 504, 231, 517]
kostakis-title: ΣΠΥΡΙΔ. Π. ΚΩΣΤΑΚΗΣ: [535, 900, 760, 921]
sinaptei-label: ΣΥΝΑΠΤΕΙ: [1443, 1008, 1545, 1029]
pricelist-note: πρὸς 45 λεπτὰ τὴν ὀκᾶ: [859, 1205, 976, 1217]
pan-place: ΒΟΛΟΣ, 5 Ἰουλίου.: [57, 1449, 188, 1463]
pricelist-cell: Λευκόσπινον Σύρου: [776, 1176, 883, 1189]
price-row: [47, 545, 276, 559]
kyries-label: ΔΙΑ ΤΑΣ ΚΥΡΙΑΣ: [598, 973, 697, 985]
jougla-address: PARIS — Rue de Rivoli 45 — PARIS: [828, 953, 1007, 965]
pricelist-row: [777, 1191, 1058, 1205]
pricelist-cell: 3.80: [1034, 1094, 1058, 1107]
telegraph-title: ΤΑΧΥΔΡΟΜΕΙΟΝ: [80, 727, 242, 747]
pricelist-cell: 4.70: [1034, 1080, 1058, 1093]
uro-doctor: Γ. Θ. ΓΕΩΡΓΙΑΔΗΣ: [828, 440, 1006, 461]
price-cell: Τρ. Μυτιλήνης: [47, 586, 105, 613]
ann2-address: (Ἑρμοῦ 201): [1399, 348, 1463, 360]
price-cell: 3,657.50: [112, 338, 160, 351]
price-cell: 98.20: [245, 379, 276, 392]
bank-subtitle: ΠΟΣΟΝ ΚΑΤΑΒΕΒΛΗΜΕΝΟΝ ΕΙΣ ΜΕΤΟΧΑΣ, ΟΜΟΛΟΓΙΑΣ ΚΑΙ ΑΠΟΘΕΜΑΤΙΚΟΝ: [1125, 1466, 1501, 1491]
syms-title: ΝΕΑΙ ΣΥΜΜΟΡΙΑΙ: [74, 1069, 248, 1090]
dial-subtitle: ΤΩΝ ΡΟΥΜΑΝΙΚΩΝ ΟΝΕΙΡΩΝ: [294, 257, 515, 273]
rate-row: [1082, 1845, 1545, 1861]
pricelist-cell: Σαπώνιον: [776, 1136, 830, 1149]
xenoi-place: ΠΑΡΙΣΙΟΙ, 3 Ἰουλίου.: [299, 1016, 469, 1030]
price-cell: Εἰκοσάφραγκα: [151, 545, 231, 558]
founded-line: ΙΔΡΥΘΕΙΣΑ ΤΟ 1881 ΕΝ ΠΕΤΟΥΠΟΛΕΙ: [1173, 928, 1454, 944]
price-cell: 58.75: [245, 393, 276, 406]
pricelist-cell: Σαπώνιον Ζακύνθου: [776, 1150, 887, 1162]
pricelist-cell: Β: [993, 1163, 1002, 1176]
asfaleias-line: ΑΣΦΑΛΕΙΑΣ ΖΩΗΣ: [1191, 1052, 1436, 1073]
ann1-subtitle: ΙΟΝΙΚΗΣ ΤΡΑΠΕΖΗΣ Lᵈ: [1072, 130, 1301, 151]
pricelist-row: [777, 1067, 1058, 1081]
price-cell: 144.—: [241, 476, 276, 489]
jougla-brand: JOUGLA: [776, 895, 982, 949]
price-cell: Α. Ἐθν. Τραπ.: [47, 283, 110, 310]
ricinol-brand: RICINOL GREINER: [1338, 242, 1522, 263]
glass-line: Ἀσφαλεία ὑάλων: [1249, 1247, 1378, 1263]
price-cell: Λίρα Τουρκίας: [163, 518, 213, 544]
newspaper-title: ΣΜΠΡΟ: [701, 27, 892, 72]
pricelist-cell: Καφφές: [776, 1094, 818, 1107]
micro-title: ΜΙΚΡΟΒΙΟΛΟΓΙΚΟΝ: [841, 745, 994, 761]
price-cell: 25.22: [245, 449, 276, 462]
pricelist-cell: 0.95: [1034, 1136, 1058, 1149]
anthesis-title: Η ΑΝΘΕΣΙΣ ΚΑΤΑΛΥΣΕΩΣ ΤΗΣ ΤΟΛΣΤΟΗ: [311, 614, 497, 639]
pricelist-row: [777, 1109, 1058, 1123]
micro-name: Κ. ΜΕΝΤΖΕΛΟΠΟΥΛΟΥ: [847, 799, 987, 811]
fire-line: Ἀσφαλεία ἀπὸ πυρὸς: [1236, 1158, 1391, 1173]
insurance-title: ΑΣΦΑΛΙΣΤΙΚΗ ΕΤΑΙΡΙΑ: [1159, 787, 1468, 865]
price-cell: Ἀθηνῶν: [47, 352, 89, 365]
price-cell: Μάρκον: [162, 614, 207, 627]
price-cell: 166.75: [238, 614, 276, 627]
photo-title: ΦΩΤΟΓΡΑΦΙΚΑΙ ΠΛΑΚΕΣ: [825, 872, 1010, 888]
xenoi-subtitle: ΕΝ ΤΩ ΠΟΛΕΜΩ: [324, 963, 484, 984]
rate-cell: μετὰ 3 μῆνας: [1082, 1798, 1174, 1813]
pricelist-cell: Ἔλαιον ποιότητος: [776, 1067, 876, 1080]
dial-title: Η ΔΙΑΛΥΣΙΣ: [325, 227, 483, 254]
rate-cell: μετὰ 2 ἔτη: [1082, 1845, 1156, 1860]
agent-line: Ὁ Διευθυντὴς τοῦ ἐν Ἑλλάδι Ὑποκαταστήματος: [1191, 1296, 1436, 1308]
price-row: [47, 366, 276, 380]
price-cell: Λίρα στ.: [162, 572, 208, 585]
pricelist-cell: Ὀρύζιον: [776, 1080, 821, 1093]
pan-title: ΠΑΝΘΕΣΣΑΛΙΚΟΝ: [73, 1368, 249, 1388]
price-list: [777, 1067, 1058, 1205]
kostakis-address: 21-Ὁδὸς Πραξιτέλους-21: [555, 954, 740, 970]
transport-line: Ἀσφαλεία μεταφορῶν: [1231, 1209, 1396, 1225]
rosiko-title: ΡΩΣΣΙΚΟΝ ΠΛΟΙΟΝ ΚΑΤΑΔΙΩΚΟΜΕΝΟΝ: [342, 1146, 466, 1170]
kall-name: Γ. ΠΑΝΓΙΔΙΩΤΗ: [589, 1189, 706, 1205]
price-cell: Πελοπ.: [47, 449, 85, 462]
column-1: ΗΜΕΡΟΛΟΓΙΟΝ ΤΡΙΤΗ, 6 Ἰουλίου. — Σελ. 7 ἡμ. Ἀνατολὴ ἡλίου ὥρ. 4 λ. 43.— Δύσις 7 λ. 28 ΧΡΗΜΑΤΙΣΤΙΚΟΝ ΔΕΛΤΙΟΝ ΤΙΜΑΙ ΚΛΕΙΣΙΜΑΤΟΣ 4 Ἰουλίου 1904 Ἐνιαῖον. 101.— LONDRES Ὁμ.Μελιγαλᾶ 101.— Consols 89.43 Α. Ἐθν. Τραπ. 575.— Hellenique 45.37 Ν.Α. Ἐθν. Τρ. 112.— Monopole 47.75 Τραπ. Ἐθν. 3,657.50 Rente 37.— Ἀθηνῶν 195.50 Larisse 45.— Κρήτης 160.50 PARIS Βιομηχ. 98.25 RenteFrançaise 98.20 Ἀτμ. Προόδου 410.— Ch.de Pelopon 58.75 Σιδηρ. Α.Π. 363.— Laurium 48.— Θεσσαλ. 168.25 Lots Turcs 124.— Πελοπ. 77.50 Ch.sur Londr 25.22 Μεταλ. Λαυρ. 67.— Uq.ue d'Athèn. 144.— Ἀτμόπλ. 36 50 ΣΥΝΑΛΛΑΓΜΑ Ἠλεκτρικῆς 93 50 Λίρα Τουρκίας 26.50 Πειραιῶν 66.— Εἰκοσάφραγκα 26.85 Πανελλήνιον 161.— Ναπολ. ἀρ. 124.75 Ἐργοληψ. 135.— Λίρα στ. 34.— Τρ. Μυτιλήνης 190.— Κορῶναι 142.25 Μάρκον 166.75 Καίτοι ἡ διακυμάνσεις ἐξακολουθεῖ εἰς τὰ Χρηματιστήριον τῶν Παρισίων, αἱ τιμαὶ τῶν ἑλληνικῶν χρεωγράφων διατηροῦνται σταθεραί. Αἱ ὁμολογίαι τοῦ Ἑνιαίου ἀνῆλθον εἰς 101, αἱ δὲ μετοχαὶ τῆς Ἐθνικῆς εἰς 3,657.50. ΤΑΧΥΔΡΟΜΕΙΟΝ ΤΡΙΤΗ 6 Ἰουλίου. Εἰς Κρήτην (Τζῶν) 10 π.μ. Εἰς Κέρκυραν ἐν γένει καὶ Ἀμοργὸν, Ρουμανίαν (Λῶσι) 11 π.μ. Εἰς Ἤπειρον (Λῶσι) 11 π.μ. Εἰς Θεσσαλονίκην, Σμύρνην (Ν. Ἐταιρία) 5 μ.μ. Ἐξ αὐτῶν θὰ προβιβασθῇ εἰς ἀνθυπασπιστήν, τὸ μὲν διότι ἠλαττώθησαν αἱ θέσεις τὸ δὲ διότι ὑπάρχουν ὑπερέφηβοι ἀνθυπολοχαγοὶ καὶ ἀνθυπασπισταί. ΠΟΥ ΕΥΡΙΣΚΕΤΑΙ Ο ΔΗΣΤΑΡΧΟΣ ΓΚΑΡΤΣΙΟΣ ΙΔΙΑΙΤ. ΤΗΛΕΓΡΑΦΗΜΑ ΤΟΥ "ΕΜΠΡΟΣ" ΒΟΛΟΣ, 5 Ἰουλίου. Ὁ Βασιλεὺς τῆς Θεσσαλίας, ὡς γνωρίζετε, ἀνεχώρησε, μετὰ δὲ τὴν ἀναχώρησίν του, ὁ δήμαρχος Γκάρτσιος εὑρίσκεται εἰς τὴν κωμόπολιν Παπαγριᾶ, ὅπου καὶ περιέμενε τὴν ἀνακοίνωσιν τῶν ἀποτελεσμάτων. ΝΕΑΙ ΣΥΜΜΟΡΙΑΙ ΕΙΣ ΤΟ ΔΙΑΜΕΡΙΣΜΑ 40 ΕΚΚΛΗΣΙΩΝ ΤΟΥ ΑΝΤΑΠΟΚΡΙΤΟΥ ΜΑΣ ΚΩΝ)ΠΟΛΙΣ, 3 Ἰουλίου. Ἐκτὸς τῶν νέων ἐν Μακεδονίᾳ σιδηροδρομικῶν ἀναταραχῶν καὶ ἀποστολῶν πρὸς τὰς ἀνατολάς, ὧν αἱ ἀναγνῶσται τοῦ «Ἐμπρὸς» ἔλαβον γνῶσιν ἐκ τῶν σχετικῶν τηλεγραφημάτων, πληροφοροῦμαι ἐξ ἐπισήμου πηγῆς ὅτι παρὰ τὸ Εὔκαρπον, τὴν πολυανθρωποτάτην ἑλληνικὴν κωμόπολιν τοῦ Θρακικοῦ τμήματος Σαράντα Ἐκκλησιῶν, ἐνεφανίσθη τὴν σήμερον νέα συμμορία. Αἱ ἀρχαὶ Σαράντα Ἐκκλησιῶν, μαθοῦσαι τὴν νέαν κατὰ τὸ τμῆμα τοῦτο ἐμφάνισιν τῶν ὅπλων, ἀπέστειλαν κατὰ τῶν συμμοριτῶν στρατιωτικὰ ἀποσπάσματα. ΠΑΝΘΕΣΣΑΛΙΚΟΝ ΣΥΛΛΑΛΗΤΗΡΙΟΝ ΥΠΕΡ ΤΗΣ ΜΑΚΕΔΟΝΙΑΣ ΙΔΙΑΙΤΕΡΟΝ ΤΗΛΕΓΡΑΦ. ΤΟΥ "ΕΜΠΡΟΣ", ΒΟΛΟΣ, 5 Ἰουλίου. Τὴν προσεχῆ Κυριακὴν τῇ πρωτοβουλίᾳ πολλῶν Μακεδόνων καὶ ἄλλων ἐξεχόντων ἐν τῇ πόλει πολιτῶν, συγκαλεῖται πανθεσσαλικὸν συλλαλητήριον ὑπὲρ τῆς Μακεδονίας.: [40, 100, 284, 2304]
price-row: [47, 311, 276, 338]
karav-tag: ΙΔΙΑΙΤ. ΤΗΛΕΓΡΑΦΗΜΑ ΤΟΥ "ΕΜΠΡΟΣ": [317, 784, 492, 809]
pricelist-row: [777, 1163, 1058, 1177]
syl-tag: ΙΔΙΑΙΤΕΡΟΝ ΤΗΛΕΓΡΑΦΗΜΑ ΤΟΥ "ΕΜΠΡΟΣ": [545, 200, 750, 225]
branches-list: Ἐν Λονδίνῳ, (55 Bishopsgate Street), Ἀλεξανδρείᾳ, Πειραιεῖ, Πάτραις, Βόλῳ, Σύρῳ, Καλάμαις, Χανίοις καὶ Ἡρακλείῳ: [1290, 1585, 1545, 1622]
price-cell: Consols: [169, 269, 212, 282]
price-row: [47, 256, 276, 270]
price-row: [47, 614, 276, 628]
kall-address: 79—Ὁδὸς Αἰόλου—79: [570, 1251, 725, 1267]
neoi-title: ΟΙ ΝΕΟΙ ΑΝΘΥΠΑΣΠΙΣΤΑΙ: [307, 496, 500, 512]
kideia-date: Ἐν Ἀθήναις τῇ 6 Ἰουλίου 1904.: [568, 693, 727, 705]
